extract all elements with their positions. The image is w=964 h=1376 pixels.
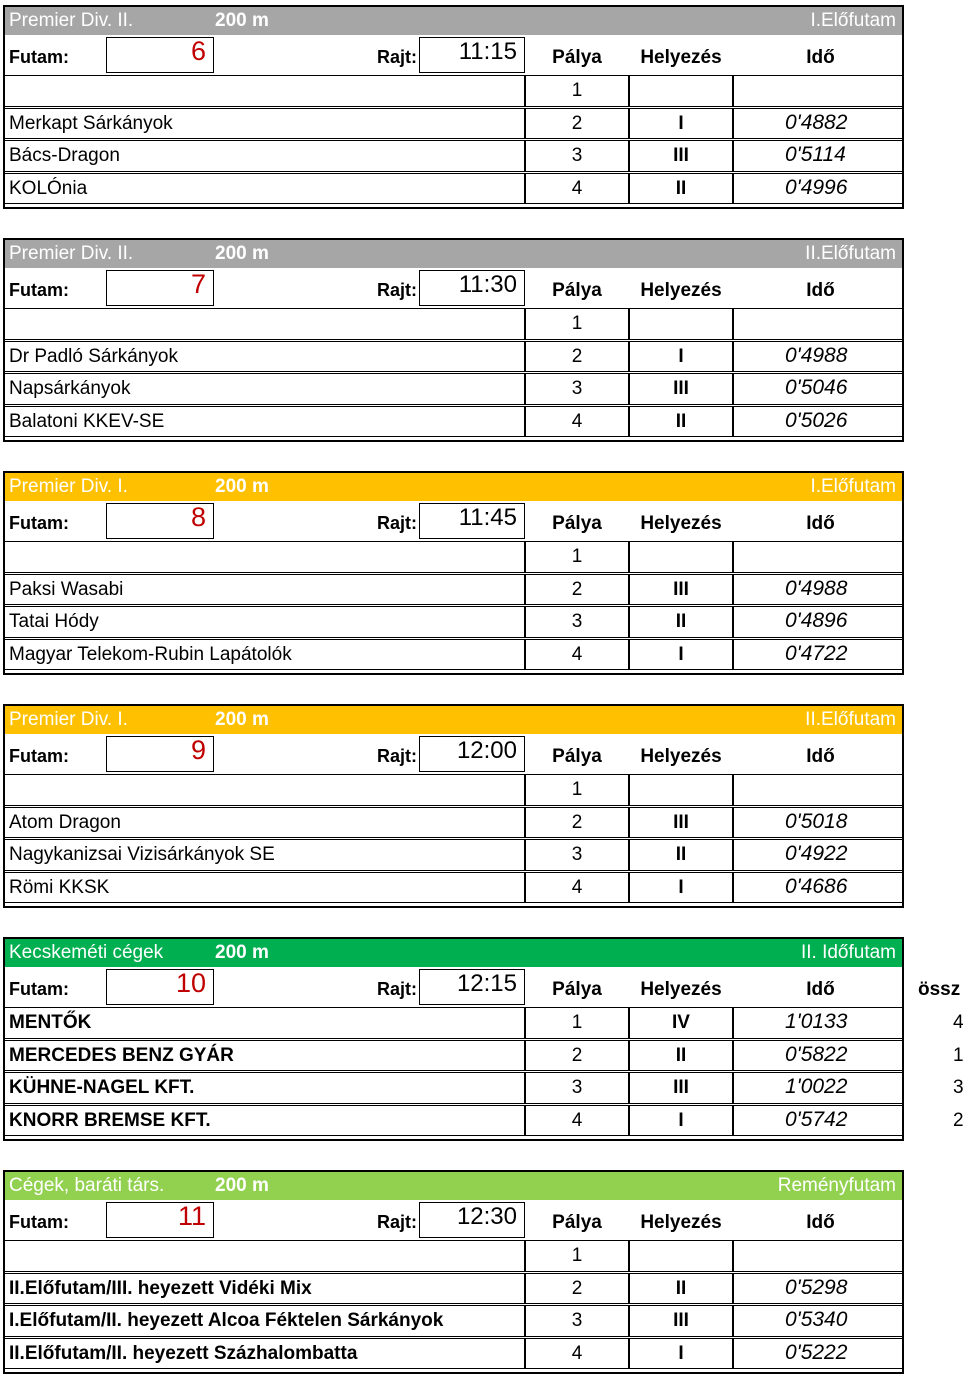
team-row — [5, 1273, 902, 1305]
rajt-label: Rajt: — [377, 1212, 417, 1232]
team-name: Magyar Telekom-Rubin Lapátolók — [9, 643, 292, 665]
time-cell — [733, 75, 904, 107]
col-place-header: Helyezés — [640, 979, 722, 1000]
team-row — [5, 108, 902, 140]
lane-number: 4 — [571, 1342, 583, 1364]
placement: I — [678, 1342, 684, 1364]
futam-number: 10 — [175, 968, 206, 998]
lane-number: 2 — [571, 1044, 583, 1066]
race-time: 0'5298 — [785, 1275, 848, 1299]
team-name: Nagykanizsai Vizisárkányok SE — [9, 844, 275, 865]
placement: III — [673, 145, 689, 166]
distance-label: 200 m — [215, 243, 269, 264]
futam-label: Futam: — [9, 47, 69, 67]
empty-lane-row — [5, 774, 902, 806]
team-name: Napsárkányok — [9, 378, 131, 399]
rajt-label: Rajt: — [377, 280, 417, 300]
futam-row — [5, 503, 902, 539]
col-time-header: Idő — [806, 513, 835, 534]
total-rank: 3 — [953, 1077, 964, 1098]
heat-header — [5, 240, 902, 268]
team-name: Balatoni KKEV-SE — [9, 410, 165, 432]
team-row — [5, 574, 902, 606]
col-lane-header: Pálya — [552, 746, 602, 767]
team-name: Paksi Wasabi — [9, 578, 124, 600]
placement: I — [678, 112, 684, 134]
lane-number: 2 — [571, 345, 583, 367]
team-row — [5, 1007, 964, 1039]
lane-number: 2 — [571, 1277, 583, 1299]
race-time: 0'5340 — [785, 1308, 848, 1331]
team-row — [5, 373, 902, 405]
col-time-header: Idő — [806, 1212, 835, 1233]
name-cell — [5, 75, 525, 107]
lane-number: 1 — [571, 1012, 583, 1033]
lane-number: 3 — [571, 844, 583, 865]
race-time: 0'4722 — [785, 641, 848, 665]
race-time: 0'5114 — [785, 143, 846, 166]
team-row — [5, 1040, 964, 1072]
lane-number: 4 — [571, 1109, 583, 1131]
distance-label: 200 m — [215, 10, 269, 31]
placement: III — [673, 578, 689, 600]
futam-label: Futam: — [9, 1212, 69, 1232]
division-label: Premier Div. II. — [9, 243, 134, 264]
lane-number: 3 — [571, 1310, 583, 1331]
placement: I — [678, 876, 684, 898]
total-rank: 2 — [953, 1109, 964, 1131]
heat-block — [3, 937, 964, 1141]
race-time: 0'4922 — [785, 842, 848, 865]
team-row — [5, 839, 902, 871]
team-row — [5, 406, 902, 438]
heat-block — [3, 704, 904, 908]
futam-label: Futam: — [9, 280, 69, 300]
futam-label: Futam: — [9, 979, 69, 999]
heat-block — [3, 238, 904, 442]
col-lane-header: Pálya — [552, 47, 602, 68]
team-name: Atom Dragon — [9, 811, 121, 833]
team-name: Tatai Hódy — [9, 611, 99, 632]
col-time-header: Idő — [806, 979, 835, 1000]
heat-header — [5, 473, 902, 501]
team-name: Bács-Dragon — [9, 145, 120, 166]
futam-row — [5, 736, 902, 772]
race-time: 0'5742 — [785, 1107, 848, 1131]
placement: I — [678, 345, 684, 367]
team-name: I.Előfutam/II. heyezett Alcoa Féktelen Sárkányok — [9, 1310, 444, 1331]
lane-number: 1 — [571, 313, 583, 334]
name-cell — [5, 541, 525, 573]
lane-number: 1 — [571, 546, 583, 567]
lane-number: 3 — [571, 611, 583, 632]
team-row — [5, 341, 902, 373]
total-rank: 4 — [953, 1012, 964, 1033]
division-label: Cégek, baráti társ. — [9, 1175, 165, 1196]
start-time: 12:15 — [456, 970, 517, 997]
team-name: KNORR BREMSE KFT. — [9, 1109, 211, 1131]
col-place-header: Helyezés — [640, 47, 722, 68]
place-cell — [629, 1240, 733, 1272]
time-cell — [733, 541, 904, 573]
heat-name: II.Előfutam — [805, 243, 896, 264]
lane-number: 2 — [571, 811, 583, 833]
race-time: 0'4882 — [785, 110, 848, 134]
futam-number: 8 — [190, 502, 206, 532]
col-lane-header: Pálya — [552, 280, 602, 301]
heat-block — [3, 1170, 904, 1374]
empty-lane-row — [5, 308, 902, 340]
placement: IV — [672, 1012, 690, 1033]
heat-name: I.Előfutam — [810, 476, 896, 497]
placement: II — [675, 844, 687, 865]
team-name: KOLÓnia — [9, 177, 88, 199]
futam-number: 7 — [190, 269, 206, 299]
placement: III — [673, 811, 689, 833]
time-cell — [733, 1240, 904, 1272]
place-cell — [629, 75, 733, 107]
team-name: Römi KKSK — [9, 876, 110, 898]
col-time-header: Idő — [806, 280, 835, 301]
team-name: KÜHNE-NAGEL KFT. — [9, 1077, 195, 1098]
heat-block — [3, 471, 904, 675]
race-time: 0'4896 — [785, 609, 848, 632]
team-row — [5, 872, 902, 904]
team-row — [5, 639, 902, 671]
lane-number: 4 — [571, 643, 583, 665]
start-time: 11:45 — [458, 504, 517, 531]
futam-row — [5, 968, 961, 1005]
distance-label: 200 m — [215, 476, 269, 497]
placement: I — [678, 643, 684, 665]
team-row — [5, 1105, 964, 1137]
race-time: 0'4686 — [785, 874, 848, 898]
race-time: 1'0022 — [785, 1075, 848, 1098]
heat-header — [5, 7, 902, 35]
heat-header — [5, 939, 902, 967]
empty-lane-row — [5, 75, 902, 107]
team-row — [5, 140, 902, 172]
futam-label: Futam: — [9, 746, 69, 766]
lane-number: 3 — [571, 1077, 583, 1098]
team-name: Merkapt Sárkányok — [9, 112, 173, 134]
col-total-header: össz — [918, 979, 961, 1000]
race-time: 0'5222 — [785, 1340, 848, 1364]
heat-name: Reményfutam — [777, 1175, 896, 1196]
division-label: Kecskeméti cégek — [9, 942, 164, 963]
placement: III — [673, 1310, 689, 1331]
lane-number: 2 — [571, 112, 583, 134]
col-place-header: Helyezés — [640, 1212, 722, 1233]
col-place-header: Helyezés — [640, 280, 722, 301]
lane-number: 3 — [571, 378, 583, 399]
time-cell — [733, 308, 904, 340]
col-time-header: Idő — [806, 746, 835, 767]
team-name: MERCEDES BENZ GYÁR — [9, 1044, 234, 1066]
time-cell — [733, 774, 904, 806]
race-time: 0'5822 — [785, 1042, 848, 1066]
col-place-header: Helyezés — [640, 513, 722, 534]
lane-number: 4 — [571, 177, 583, 199]
futam-label: Futam: — [9, 513, 69, 533]
placement: I — [678, 1109, 684, 1131]
distance-label: 200 m — [215, 1175, 269, 1196]
col-lane-header: Pálya — [552, 1212, 602, 1233]
placement: III — [673, 1077, 689, 1098]
futam-row — [5, 270, 902, 306]
race-time: 0'5018 — [785, 809, 848, 833]
rajt-label: Rajt: — [377, 47, 417, 67]
futam-row — [5, 37, 902, 73]
lane-number: 4 — [571, 410, 583, 432]
race-time: 0'4996 — [785, 175, 848, 199]
team-name: II.Előfutam/II. heyezett Százhalombatta — [9, 1342, 358, 1364]
heat-block — [3, 5, 904, 209]
distance-label: 200 m — [215, 709, 269, 730]
placement: II — [675, 611, 687, 632]
team-row — [5, 1305, 902, 1337]
placement: II — [675, 1044, 687, 1066]
total-rank: 1 — [953, 1044, 964, 1066]
placement: II — [675, 410, 687, 432]
team-name: Dr Padló Sárkányok — [9, 345, 178, 367]
heat-header — [5, 1172, 902, 1200]
division-label: Premier Div. I. — [9, 476, 128, 497]
place-cell — [629, 308, 733, 340]
team-row — [5, 1338, 902, 1370]
team-row — [5, 1072, 964, 1104]
name-cell — [5, 308, 525, 340]
team-row — [5, 173, 902, 205]
lane-number: 1 — [571, 1245, 583, 1266]
placement: II — [675, 177, 687, 199]
heat-name: II. Időfutam — [800, 942, 896, 963]
rajt-label: Rajt: — [377, 979, 417, 999]
distance-label: 200 m — [215, 942, 269, 963]
division-label: Premier Div. I. — [9, 709, 128, 730]
start-time: 12:00 — [456, 737, 517, 764]
race-time: 1'0133 — [785, 1010, 848, 1033]
lane-number: 4 — [571, 876, 583, 898]
race-time: 0'4988 — [785, 343, 848, 367]
team-row — [5, 807, 902, 839]
start-time: 11:15 — [458, 38, 517, 65]
placement: II — [675, 1277, 687, 1299]
col-time-header: Idő — [806, 47, 835, 68]
futam-number: 11 — [177, 1201, 206, 1231]
race-time: 0'4988 — [785, 576, 848, 600]
start-time: 11:30 — [458, 271, 517, 298]
race-time: 0'5026 — [785, 408, 848, 432]
empty-lane-row — [5, 541, 902, 573]
name-cell — [5, 1240, 525, 1272]
col-place-header: Helyezés — [640, 746, 722, 767]
division-label: Premier Div. II. — [9, 10, 134, 31]
team-name: MENTŐK — [9, 1012, 92, 1033]
race-time: 0'5046 — [785, 376, 848, 399]
heat-name: I.Előfutam — [810, 10, 896, 31]
heat-name: II.Előfutam — [805, 709, 896, 730]
team-name: II.Előfutam/III. heyezett Vidéki Mix — [9, 1277, 312, 1299]
col-lane-header: Pálya — [552, 513, 602, 534]
rajt-label: Rajt: — [377, 746, 417, 766]
name-cell — [5, 774, 525, 806]
lane-number: 1 — [571, 80, 583, 101]
place-cell — [629, 774, 733, 806]
empty-lane-row — [5, 1240, 902, 1272]
futam-number: 9 — [190, 735, 206, 765]
lane-number: 1 — [571, 779, 583, 800]
start-time: 12:30 — [456, 1203, 517, 1230]
lane-number: 2 — [571, 578, 583, 600]
lane-number: 3 — [571, 145, 583, 166]
placement: III — [673, 378, 689, 399]
futam-number: 6 — [190, 36, 206, 66]
col-lane-header: Pálya — [552, 979, 602, 1000]
rajt-label: Rajt: — [377, 513, 417, 533]
place-cell — [629, 541, 733, 573]
futam-row — [5, 1202, 902, 1238]
heat-header — [5, 706, 902, 734]
team-row — [5, 606, 902, 638]
